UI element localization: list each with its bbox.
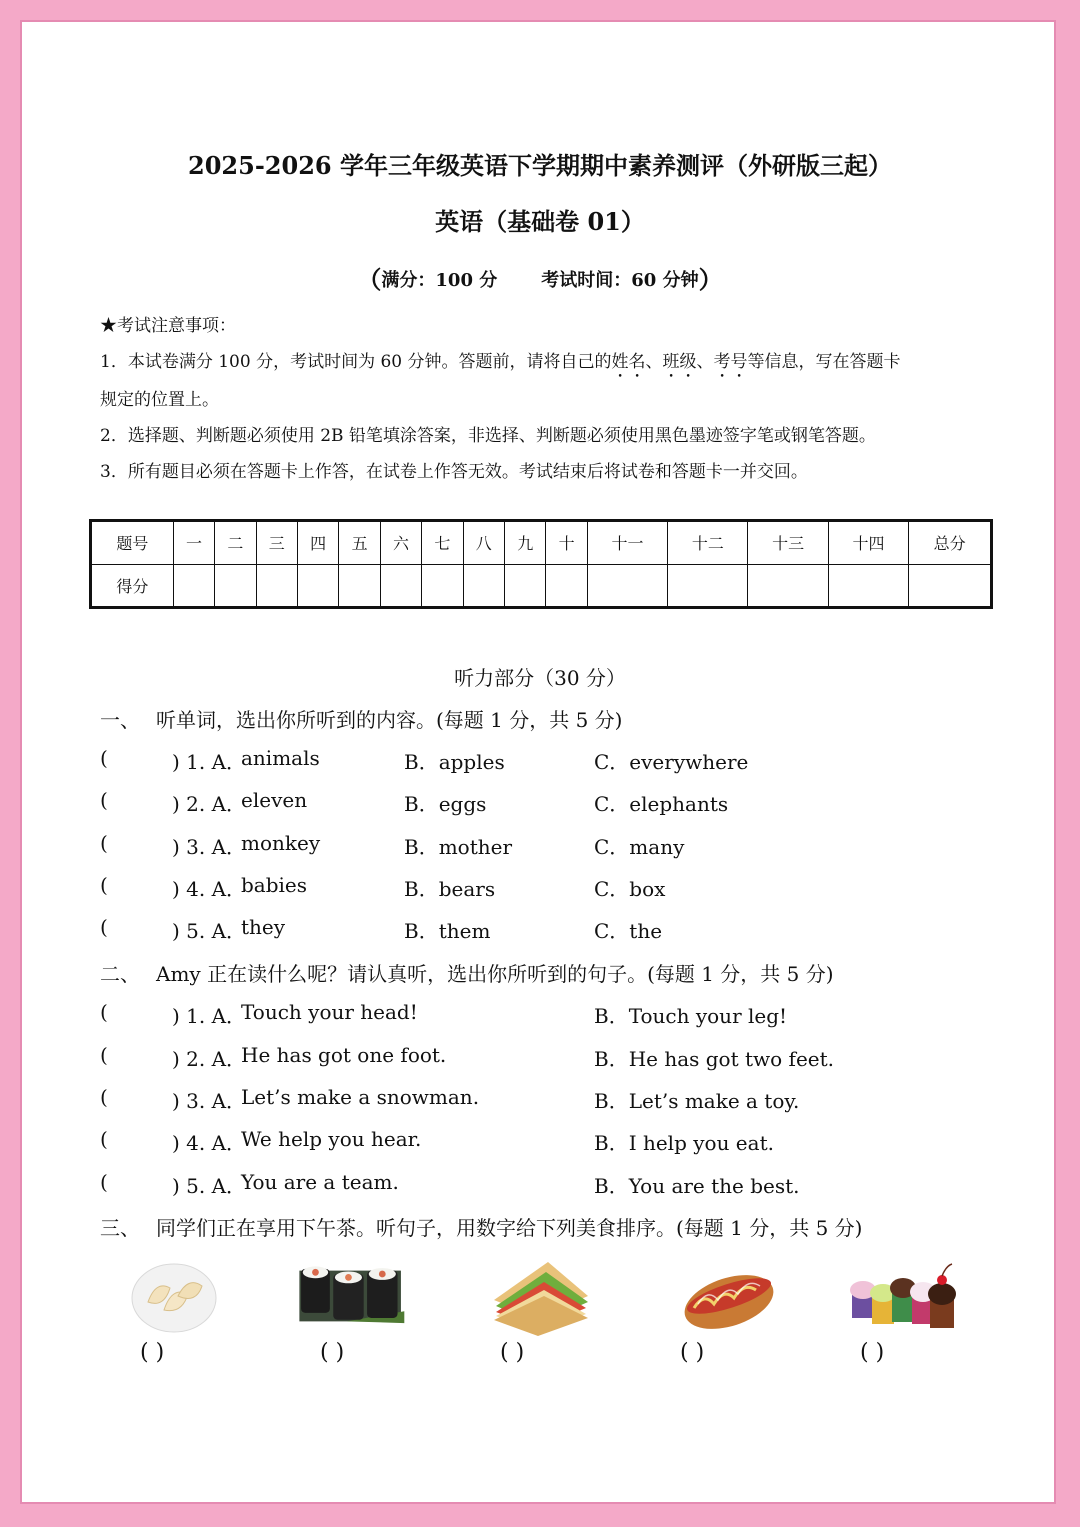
exam-notes: [100, 308, 990, 490]
option-b: B．them: [404, 919, 491, 943]
note-1: [100, 344, 990, 382]
option-a: monkey: [241, 831, 321, 855]
score-header: 五: [339, 521, 380, 565]
order-answer-paren: ( ): [860, 1340, 885, 1365]
score-cell: [668, 564, 748, 608]
sandwich-image: [486, 1256, 596, 1336]
part1-heading: [100, 704, 622, 733]
question-row: [100, 1043, 1000, 1073]
score-header: 总分: [909, 521, 992, 565]
option-a: they: [241, 915, 286, 939]
score-header: 六: [380, 521, 421, 565]
order-answer-paren: ( ): [500, 1340, 525, 1365]
meta-open-paren: （: [357, 265, 382, 294]
part2-heading: [100, 958, 834, 987]
score-header: 八: [463, 521, 504, 565]
note-1-sep1: 、: [645, 352, 663, 372]
score-row2-label: 得分: [91, 564, 174, 608]
score-header: 四: [297, 521, 338, 565]
option-c: C．the: [594, 919, 663, 943]
question-row: [100, 1170, 1000, 1200]
option-a: He has got one foot.: [241, 1043, 447, 1067]
question-label: ) 3. A．: [172, 1089, 247, 1113]
score-header: 二: [215, 521, 256, 565]
part2-title: Amy 正在读什么呢？请认真听，选出你所听到的句子。(每题 1 分，共 5 分): [156, 962, 834, 986]
option-b: B．You are the best.: [594, 1174, 800, 1198]
score-header: 三: [256, 521, 297, 565]
score-cell: [173, 564, 214, 608]
question-label: ) 3. A．: [172, 835, 247, 859]
score-table-score-row: [91, 564, 992, 608]
exam-sheet: [20, 20, 1056, 1504]
score-header: 九: [505, 521, 546, 565]
part3-title: 同学们正在享用下午茶。听句子，用数字给下列美食排序。(每题 1 分，共 5 分): [156, 1216, 863, 1240]
listening-section-title: 听力部分（30 分）: [454, 666, 626, 690]
question-label: ) 5. A．: [172, 1174, 247, 1198]
hotdog-image: [674, 1256, 784, 1336]
score-cell: [546, 564, 587, 608]
score-cell: [505, 564, 546, 608]
exam-meta: [22, 260, 1058, 295]
option-a: We help you hear.: [241, 1127, 422, 1151]
meta-close-paren: ）: [698, 265, 723, 294]
score-header: 七: [422, 521, 463, 565]
option-b: B．bears: [404, 877, 496, 901]
question-label: ) 2. A．: [172, 1047, 247, 1071]
cupcakes-image: [848, 1256, 958, 1336]
option-a: babies: [241, 873, 308, 897]
note-1-text: 1．本试卷满分 100 分，考试时间为 60 分钟。答题前，请将自己的: [100, 352, 612, 372]
exam-time: 考试时间：60 分钟: [541, 270, 699, 291]
score-header: 十: [546, 521, 587, 565]
note-1-cont: 规定的位置上。: [100, 390, 219, 410]
answer-paren: (: [100, 746, 108, 770]
option-c: C．box: [594, 877, 666, 901]
answer-paren: (: [100, 915, 108, 939]
answer-paren: (: [100, 1170, 108, 1194]
question-row: [100, 831, 1000, 861]
answer-paren: (: [100, 1000, 108, 1024]
option-c: C．many: [594, 835, 685, 859]
notes-heading: ★考试注意事项：: [100, 316, 236, 336]
answer-paren: (: [100, 873, 108, 897]
question-row: [100, 746, 1000, 776]
score-cell: [215, 564, 256, 608]
option-b: B．Let’s make a toy.: [594, 1089, 800, 1113]
answer-paren: (: [100, 1085, 108, 1109]
exam-subtitle: 英语（基础卷 01）: [435, 207, 645, 236]
order-answer-paren: ( ): [140, 1340, 165, 1365]
score-cell: [422, 564, 463, 608]
note-2: 2．选择题、判断题必须使用 2B 铅笔填涂答案，非选择、判断题必须使用黑色墨迹签字笔或钢笔答题。: [100, 426, 876, 446]
question-label: ) 1. A．: [172, 750, 247, 774]
question-row: [100, 1127, 1000, 1157]
score-cell: [463, 564, 504, 608]
score-table-header-row: [91, 521, 992, 565]
score-header: 十二: [668, 521, 748, 565]
score-cell: [587, 564, 667, 608]
option-c: C．elephants: [594, 792, 729, 816]
answer-paren: (: [100, 1043, 108, 1067]
exam-title: 2025-2026 学年三年级英语下学期期中素养测评（外研版三起）: [188, 151, 892, 180]
option-a: Touch your head!: [241, 1000, 418, 1024]
score-cell: [339, 564, 380, 608]
option-a: animals: [241, 746, 320, 770]
score-header: 十四: [828, 521, 908, 565]
option-a: eleven: [241, 788, 308, 812]
part1-title: 听单词，选出你所听到的内容。(每题 1 分，共 5 分): [156, 708, 623, 732]
order-answer-paren: ( ): [320, 1340, 345, 1365]
question-row: [100, 915, 1000, 945]
score-cell: [828, 564, 908, 608]
full-marks: 满分：100 分: [381, 270, 498, 291]
question-row: [100, 873, 1000, 903]
part3-number: 三、: [100, 1216, 140, 1240]
score-cell: [380, 564, 421, 608]
score-header: 一: [173, 521, 214, 565]
note-1-rest: 等信息，写在答题卡: [747, 352, 901, 372]
note-1-sep2: 、: [696, 352, 714, 372]
score-cell: [748, 564, 828, 608]
score-table: [89, 519, 993, 609]
score-row1-label: 题号: [91, 521, 174, 565]
score-cell: [909, 564, 992, 608]
score-header: 十一: [587, 521, 667, 565]
dumplings-image: [122, 1256, 232, 1336]
option-b: B．mother: [404, 835, 513, 859]
note-1-name: 姓名: [611, 352, 646, 372]
note-1-id: 考号: [713, 352, 748, 372]
question-row: [100, 1000, 1000, 1030]
option-b: B．Touch your leg!: [594, 1004, 788, 1028]
part2-number: 二、: [100, 962, 140, 986]
option-c: C．everywhere: [594, 750, 749, 774]
answer-paren: (: [100, 788, 108, 812]
note-1-class: 班级: [662, 352, 697, 372]
question-label: ) 2. A．: [172, 792, 247, 816]
question-label: ) 1. A．: [172, 1004, 247, 1028]
option-b: B．apples: [404, 750, 505, 774]
option-a: You are a team.: [241, 1170, 399, 1194]
question-label: ) 4. A．: [172, 877, 247, 901]
option-b: B．He has got two feet.: [594, 1047, 835, 1071]
sushi-image: [296, 1256, 406, 1336]
score-cell: [256, 564, 297, 608]
question-label: ) 5. A．: [172, 919, 247, 943]
answer-paren: (: [100, 831, 108, 855]
option-b: B．I help you eat.: [594, 1131, 774, 1155]
note-3: 3．所有题目必须在答题卡上作答，在试卷上作答无效。考试结束后将试卷和答题卡一并交回。: [100, 462, 808, 482]
score-cell: [297, 564, 338, 608]
answer-paren: (: [100, 1127, 108, 1151]
part3-heading: [100, 1212, 862, 1241]
question-label: ) 4. A．: [172, 1131, 247, 1155]
option-b: B．eggs: [404, 792, 487, 816]
part1-number: 一、: [100, 708, 140, 732]
order-answer-paren: ( ): [680, 1340, 705, 1365]
question-row: [100, 788, 1000, 818]
option-a: Let’s make a snowman.: [241, 1085, 480, 1109]
score-header: 十三: [748, 521, 828, 565]
question-row: [100, 1085, 1000, 1115]
